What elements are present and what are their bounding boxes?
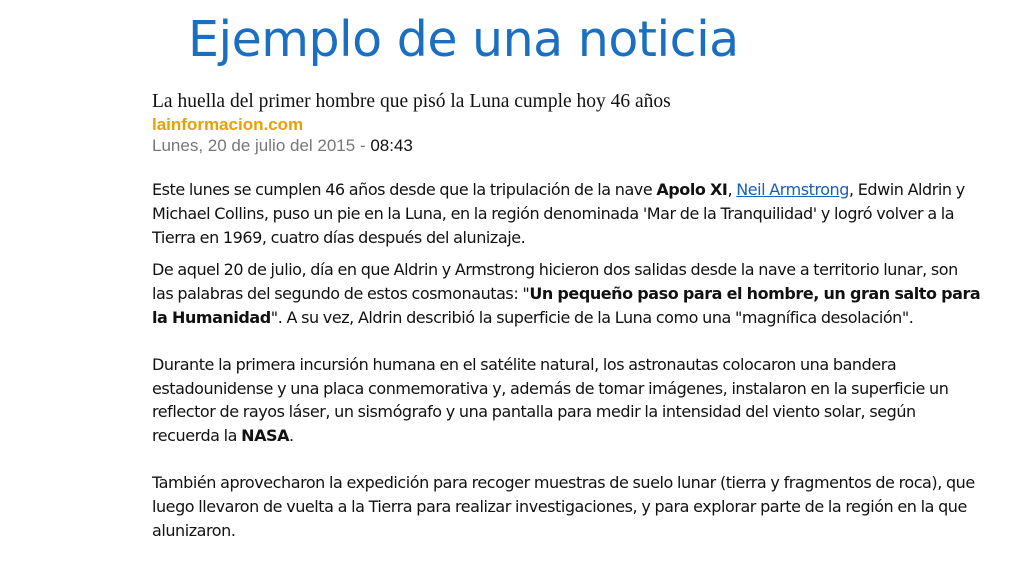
p3-text-2: . [289, 426, 294, 446]
neil-armstrong-link[interactable]: Neil Armstrong [736, 180, 849, 199]
p1-bold-apolo: Apolo XI [656, 180, 728, 199]
p1-text-3: , Edwin Aldrin y Michael Collins, puso un pie en la Luna, en la región denominada 'Mar de la Tranquilidad' y logró volver a la Tierra en 1969, cuatro días después del alunizaje. [152, 180, 965, 247]
slide-title: Ejemplo de una noticia [188, 11, 739, 68]
article-source: lainformacion.com [152, 115, 304, 134]
p2-text-2: ". A su vez, Aldrin describió la superficie de la Luna como una "magnífica desolación". [270, 307, 914, 327]
article-dateline [152, 135, 982, 157]
p3-text-1: Durante la primera incursión humana en el satélite natural, los astronautas colocaron una bandera estadounidense y una placa conmemorativa y, además de tomar imágenes, instalaron en la superficie un reflector de rayos láser, un sismógrafo y una pantalla para medir la intensidad del viento solar, según recuerda la [152, 354, 949, 446]
article-headline: La huella del primer hombre que pisó la Luna cumple hoy 46 años [152, 91, 671, 112]
p3-bold-nasa: NASA [241, 426, 290, 446]
article-date: Lunes, 20 de julio del 2015 - [152, 136, 371, 155]
p1-text-2: , [727, 180, 737, 199]
paragraph-spacer [152, 330, 982, 353]
news-article [152, 90, 982, 542]
p2-bold-quote: Un pequeño paso para el hombre, un gran salto para la Humanidad [152, 284, 981, 327]
paragraph-spacer [152, 448, 982, 471]
p2-text-1: De aquel 20 de julio, día en que Aldrin y Armstrong hicieron dos salidas desde la nave a territorio lunar, son las palabras del segundo de estos cosmonautas: " [152, 260, 958, 304]
article-paragraph-3 [152, 353, 982, 448]
article-time: 08:43 [370, 136, 413, 155]
article-paragraph-2 [152, 258, 982, 329]
paragraph-spacer [152, 249, 982, 258]
p1-text-1: Este lunes se cumplen 46 años desde que la tripulación de la nave [152, 180, 657, 199]
article-paragraph-1 [152, 178, 982, 249]
article-paragraph-4 [152, 471, 982, 542]
p4-text-1: También aprovecharon la expedición para recoger muestras de suelo lunar (tierra y fragmentos de roca), que luego llevaron de vuelta a la Tierra para realizar investigaciones, y para explorar parte de la región en la que alunizaron. [152, 472, 975, 540]
